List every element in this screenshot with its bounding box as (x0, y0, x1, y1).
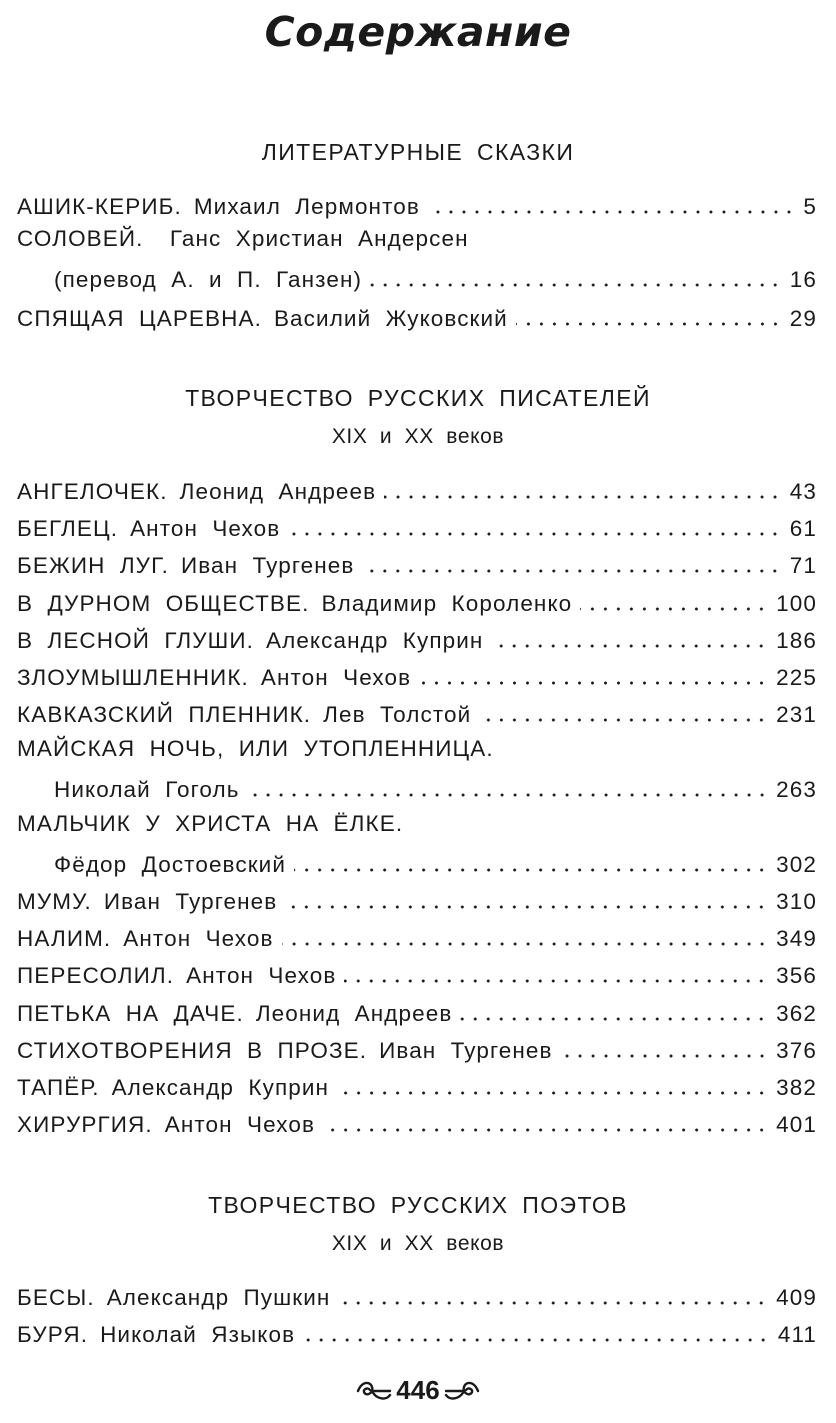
page-footer (0, 1375, 836, 1406)
entry-title: ПЕРЕСОЛИЛ. (17, 963, 175, 988)
dot-leader (248, 793, 769, 797)
dot-leader (561, 1054, 769, 1058)
entry-title: В ЛЕСНОЙ ГЛУШИ. (17, 628, 254, 653)
toc-entry-peresolil[interactable] (17, 959, 817, 989)
toc-entry-spyashchaya-tsarevna[interactable] (17, 302, 817, 332)
entry-title: АШИК-КЕРИБ. (17, 194, 182, 219)
entry-title: МАЛЬЧИК У ХРИСТА НА ЁЛКЕ. (17, 811, 404, 836)
entry-author: Антон Чехов (123, 926, 274, 951)
entry-page: 71 (789, 553, 817, 578)
entry-author: Иван Тургенев (103, 889, 278, 914)
entry-page: 43 (789, 479, 817, 504)
dot-leader (370, 283, 782, 287)
entry-title: МУМУ. (17, 889, 92, 914)
entry-title: КАВКАЗСКИЙ ПЛЕННИК. (17, 702, 312, 727)
toc-entry-besy[interactable] (17, 1281, 817, 1311)
entry-page: 349 (776, 926, 817, 951)
entry-page: 310 (776, 889, 817, 914)
entry-page: 16 (789, 267, 817, 292)
entry-author: Василий Жуковский (273, 306, 508, 331)
dot-leader (288, 532, 781, 536)
entry-title: АНГЕЛОЧЕК. (17, 479, 168, 504)
dot-leader (460, 1017, 768, 1021)
section-heading-russian-writers: ТВОРЧЕСТВО РУССКИХ ПИСАТЕЛЕЙ (185, 385, 651, 411)
toc-entry-angelochek[interactable] (17, 475, 817, 505)
toc-entry-zloumyshlennik[interactable] (17, 661, 817, 691)
entry-author: Антон Чехов (164, 1112, 316, 1137)
entry-page: 376 (776, 1038, 817, 1063)
entry-title: ТАПЁР. (17, 1075, 100, 1100)
toc-entry-solovey-continued[interactable] (54, 263, 817, 293)
entry-author: Антон Чехов (260, 665, 412, 690)
entry-author: Михаил Лермонтов (193, 194, 420, 219)
entry-author: Александр Пушкин (106, 1285, 331, 1310)
section-subheading-centuries: XIX и XX веков (331, 425, 505, 448)
dot-leader (282, 942, 769, 946)
entry-page: 362 (776, 1001, 817, 1026)
entry-title: СПЯЩАЯ ЦАРЕВНА. (17, 306, 262, 331)
toc-entry-taper[interactable] (17, 1071, 817, 1101)
ornament-right-icon (444, 1377, 480, 1405)
toc-entry-v-durnom-obshchestve[interactable] (17, 587, 817, 617)
entry-author: Иван Тургенев (180, 553, 355, 578)
toc-entry-bezhin-lug[interactable] (17, 549, 817, 579)
dot-leader (285, 905, 768, 909)
entry-page: 225 (776, 665, 817, 690)
section-heading-russian-poets: ТВОРЧЕСТВО РУССКИХ ПОЭТОВ (208, 1192, 628, 1218)
entry-title: БУРЯ. (17, 1322, 89, 1347)
dot-leader (516, 322, 782, 326)
entry-title: СОЛОВЕЙ. (17, 226, 144, 251)
dot-leader (384, 495, 782, 499)
dot-leader (303, 1338, 770, 1342)
entry-page: 382 (776, 1075, 817, 1100)
dot-leader (491, 644, 768, 648)
entry-title: БЕЖИН ЛУГ. (17, 553, 169, 578)
toc-entry-ashik-kerib[interactable] (17, 190, 817, 220)
toc-entry-khirurgiya[interactable] (17, 1108, 817, 1138)
dot-leader (338, 1301, 768, 1305)
toc-entry-mayskaya-noch-continued[interactable] (54, 773, 817, 803)
toc-entry-petka-na-dache[interactable] (17, 997, 817, 1027)
entry-page: 100 (776, 591, 817, 616)
entry-author: Александр Куприн (265, 628, 484, 653)
entry-author: Леонид Андреев (255, 1001, 453, 1026)
toc-entry-solovey[interactable] (17, 226, 817, 256)
dot-leader (337, 1091, 768, 1095)
entry-page: 302 (776, 852, 817, 877)
section-heading-literary-tales: ЛИТЕРАТУРНЫЕ СКАЗКИ (261, 139, 575, 165)
entry-page: 411 (777, 1322, 817, 1347)
entry-title: В ДУРНОМ ОБЩЕСТВЕ. (17, 591, 310, 616)
dot-leader (428, 210, 795, 214)
toc-entry-mumu[interactable] (17, 885, 817, 915)
entry-author: Фёдор Достоевский (54, 852, 286, 877)
entry-author: Лев Толстой (323, 702, 472, 727)
entry-page: 61 (789, 516, 817, 541)
dot-leader (323, 1128, 768, 1132)
entry-page: 231 (776, 702, 817, 727)
toc-entry-mayskaya-noch[interactable] (17, 736, 817, 766)
entry-author: Антон Чехов (186, 963, 337, 988)
entry-page: 401 (776, 1112, 817, 1137)
entry-author: Иван Тургенев (379, 1038, 553, 1063)
toc-entry-burya[interactable] (17, 1318, 817, 1348)
entry-page: 5 (803, 194, 817, 219)
dot-leader (479, 718, 768, 722)
entry-page: 409 (776, 1285, 817, 1310)
dot-leader (344, 979, 768, 983)
entry-title: ЗЛОУМЫШЛЕННИК. (17, 665, 249, 690)
toc-entry-stikhotvoreniya-v-proze[interactable] (17, 1034, 817, 1064)
dot-leader (419, 681, 768, 685)
page-number: 446 (396, 1375, 440, 1405)
dot-leader (294, 868, 768, 872)
toc-entry-beglets[interactable] (17, 512, 817, 542)
toc-entry-kavkazskiy-plennik[interactable] (17, 698, 817, 728)
dot-leader (362, 569, 781, 573)
entry-author: Николай Гоголь (54, 777, 240, 802)
entry-author: Владимир Короленко (321, 591, 573, 616)
entry-page: 263 (776, 777, 817, 802)
entry-title: БЕГЛЕЦ. (17, 516, 119, 541)
entry-author: Леонид Андреев (179, 479, 377, 504)
entry-title: НАЛИМ. (17, 926, 112, 951)
toc-entry-malchik-u-khrista[interactable] (17, 811, 817, 841)
toc-entry-v-lesnoy-glushi[interactable] (17, 624, 817, 654)
entry-title: ХИРУРГИЯ. (17, 1112, 153, 1137)
entry-page: 186 (776, 628, 817, 653)
entry-translator: (перевод А. и П. Ганзен) (54, 267, 363, 292)
entry-page: 29 (789, 306, 817, 331)
section-subheading-centuries: XIX и XX веков (331, 1232, 505, 1255)
entry-author: Ганс Христиан Андерсен (169, 226, 469, 251)
entry-author: Александр Куприн (111, 1075, 330, 1100)
entry-author: Николай Языков (100, 1322, 296, 1347)
entry-title: МАЙСКАЯ НОЧЬ, ИЛИ УТОПЛЕННИЦА. (17, 736, 494, 761)
entry-title: СТИХОТВОРЕНИЯ В ПРОЗЕ. (17, 1038, 368, 1063)
toc-entry-malchik-u-khrista-continued[interactable] (54, 848, 817, 878)
dot-leader (580, 607, 768, 611)
toc-entry-nalim[interactable] (17, 922, 817, 952)
entry-title: ПЕТЬКА НА ДАЧЕ. (17, 1001, 244, 1026)
entry-author: Антон Чехов (130, 516, 281, 541)
entry-title: БЕСЫ. (17, 1285, 95, 1310)
entry-page: 356 (776, 963, 817, 988)
ornament-left-icon (356, 1377, 392, 1405)
page-title: Содержание (264, 8, 572, 56)
